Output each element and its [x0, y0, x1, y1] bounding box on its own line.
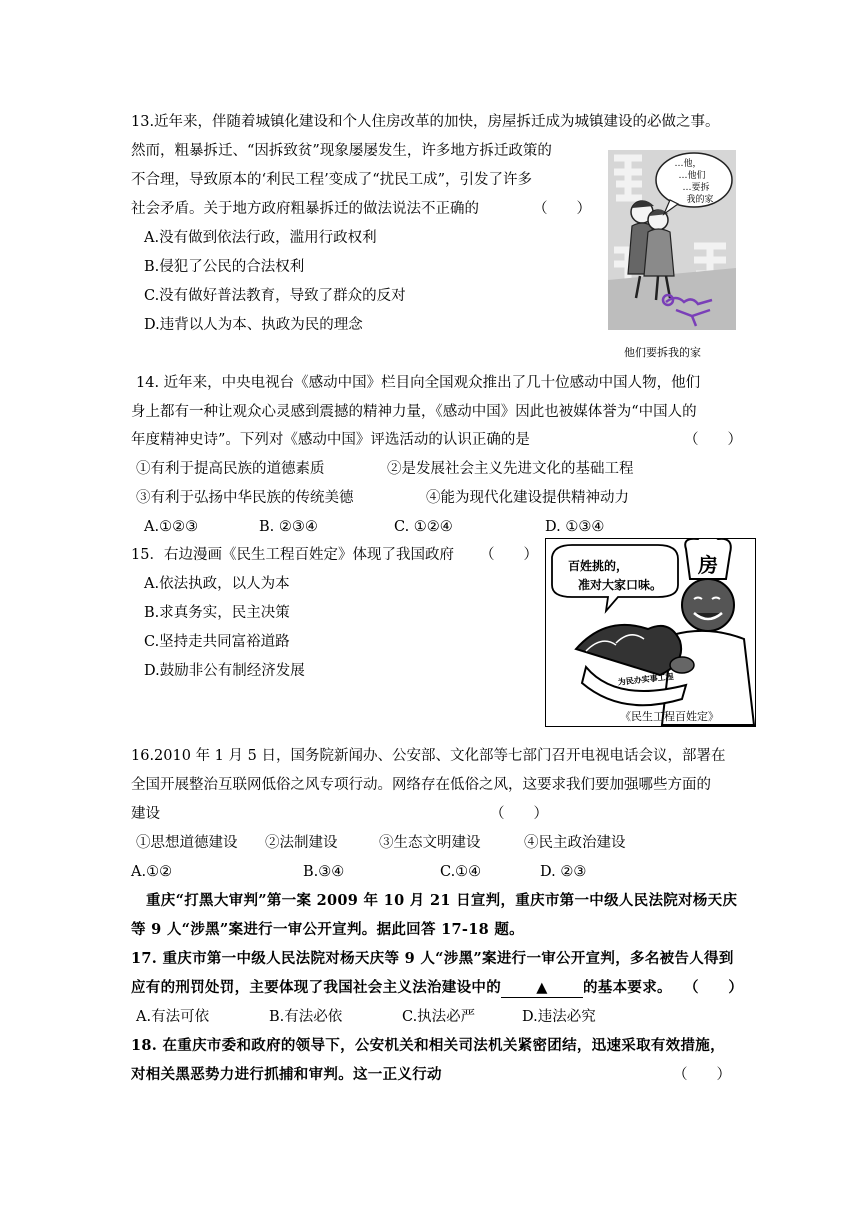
- q13-option-b: B.侵犯了公民的合法权利: [144, 259, 305, 275]
- q13-stem-line-3: 不合理，导致原本的‘利民工程’变成了“扰民工成”，引发了许多: [131, 172, 533, 188]
- q16-stem-line-2: 全国开展整治互联网低俗之风专项行动。网络存在低俗之风，这要求我们要加强哪些方面的: [131, 777, 711, 793]
- q13-option-d: D.违背以人为本、执政为民的理念: [144, 317, 363, 333]
- chef-cartoon: [545, 538, 756, 727]
- q17-option-b: B.有法必依: [269, 1009, 343, 1025]
- q16-option-b: B.③④: [303, 864, 345, 880]
- q15-bubble-line-2: 准对大家口味。: [578, 578, 663, 592]
- q15-cartoon-caption: 《民生工程百姓定》: [620, 710, 719, 723]
- q14-item-2: ②是发展社会主义先进文化的基础工程: [387, 461, 634, 477]
- q13-bubble-line-4: 我的家: [686, 195, 714, 205]
- q13-bubble-line-2: …他们: [678, 171, 706, 181]
- q14-option-a: A.①②③: [144, 519, 199, 535]
- q18-answer-paren: （ ）: [673, 1067, 731, 1083]
- intro-line-2: 等 9 人“涉黑”案进行一审公开宣判。据此回答 17-18 题。: [131, 921, 524, 938]
- q14-answer-paren: （ ）: [684, 432, 742, 448]
- q16-item-1: ①思想道德建设: [136, 835, 238, 851]
- q15-bubble-line-1: 百姓挑的，: [568, 559, 629, 573]
- q16-item-2: ②法制建设: [265, 835, 338, 851]
- q13-cartoon-caption: 他们要拆我的家: [624, 346, 701, 359]
- q14-option-d: D. ①③④: [545, 519, 605, 535]
- q14-option-b: B. ②③④: [259, 519, 318, 535]
- q15-option-d: D.鼓励非公有制经济发展: [144, 663, 305, 679]
- q13-stem-line-4: 社会矛盾。关于地方政府粗暴拆迁的做法说法不正确的: [131, 201, 479, 217]
- q13-option-a: A.没有做到依法行政，滥用行政权利: [144, 230, 377, 246]
- q17-stem-line-1: 17. 重庆市第一中级人民法院对杨天庆等 9 人“涉黑”案进行一审公开宣判，多名被告人得到: [131, 950, 734, 967]
- q14-item-3: ③有利于弘扬中华民族的传统美德: [136, 490, 354, 506]
- q16-item-3: ③生态文明建设: [379, 835, 481, 851]
- q17-option-c: C.执法必严: [402, 1009, 476, 1025]
- q16-answer-paren: （ ）: [490, 806, 548, 822]
- q14-stem-line-3: 年度精神史诗”。下列对《感动中国》评选活动的认识正确的是: [131, 432, 530, 448]
- q14-stem-line-2: 身上都有一种让观众心灵感到震撼的精神力量，《感动中国》因此也被媒体誉为“中国人的: [131, 404, 697, 420]
- q13-bubble-line-3: …要拆: [682, 183, 710, 193]
- q14-option-c: C. ①②④: [394, 519, 453, 535]
- q17-fill-blank: ▲: [501, 979, 583, 998]
- q15-stem: 15．右边漫画《民生工程百姓定》体现了我国政府: [131, 547, 454, 563]
- q13-bubble-line-1: …他，: [674, 159, 702, 169]
- q14-item-4: ④能为现代化建设提供精神动力: [426, 490, 629, 506]
- q17-stem-before: 应有的刑罚处罚，主要体现了我国社会主义法治建设中的: [131, 979, 501, 996]
- q15-option-b: B.求真务实，民主决策: [144, 605, 290, 621]
- intro-line-1: 重庆“打黑大审判”第一案 2009 年 10 月 21 日宣判，重庆市第一中级人民法院对杨天庆: [146, 892, 738, 909]
- q16-item-4: ④民主政治建设: [524, 835, 626, 851]
- q14-item-1: ①有利于提高民族的道德素质: [136, 461, 325, 477]
- q16-option-a: A.①②: [131, 864, 173, 880]
- q15-sign: 为民办实事工程: [617, 672, 675, 687]
- q13-answer-paren: （ ）: [533, 201, 591, 217]
- q15-option-a: A.依法执政，以人为本: [144, 576, 290, 592]
- q14-stem-line-1: 14. 近年来，中央电视台《感动中国》栏目向全国观众推出了几十位感动中国人物，他们: [136, 375, 701, 391]
- q15-answer-paren: （ ）: [480, 547, 538, 563]
- q16-option-c: C.①④: [440, 864, 482, 880]
- q16-stem-line-3: 建设: [131, 806, 160, 822]
- q13-option-c: C.没有做好普法教育，导致了群众的反对: [144, 288, 406, 304]
- q15-option-c: C.坚持走共同富裕道路: [144, 634, 290, 650]
- q17-option-a: A.有法可依: [136, 1009, 210, 1025]
- q13-stem-line-1: 13.近年来，伴随着城镇化建设和个人住房改革的加快，房屋拆迁成为城镇建设的必做之事。: [131, 114, 720, 130]
- q13-stem-line-2: 然而，粗暴拆迁、“因拆致贫”现象屡屡发生，许多地方拆迁政策的: [131, 143, 552, 159]
- q17-answer-paren: （ ）: [684, 979, 744, 996]
- q16-option-d: D. ②③: [540, 864, 587, 880]
- demolition-cartoon: [608, 150, 736, 330]
- q15-hat-char: 房: [698, 553, 718, 577]
- q17-stem-line-2: [131, 978, 672, 998]
- q17-stem-after: 的基本要求。: [583, 979, 672, 996]
- q16-stem-line-1: 16.2010 年 1 月 5 日，国务院新闻办、公安部、文化部等七部门召开电视电话会议，部署在: [131, 748, 726, 764]
- q18-stem-line-2: 对相关黑恶势力进行抓捕和审判。这一正义行动: [131, 1066, 442, 1083]
- q17-option-d: D.违法必究: [522, 1009, 596, 1025]
- q18-stem-line-1: 18. 在重庆市委和政府的领导下，公安机关和相关司法机关紧密团结，迅速采取有效措施，: [131, 1037, 725, 1054]
